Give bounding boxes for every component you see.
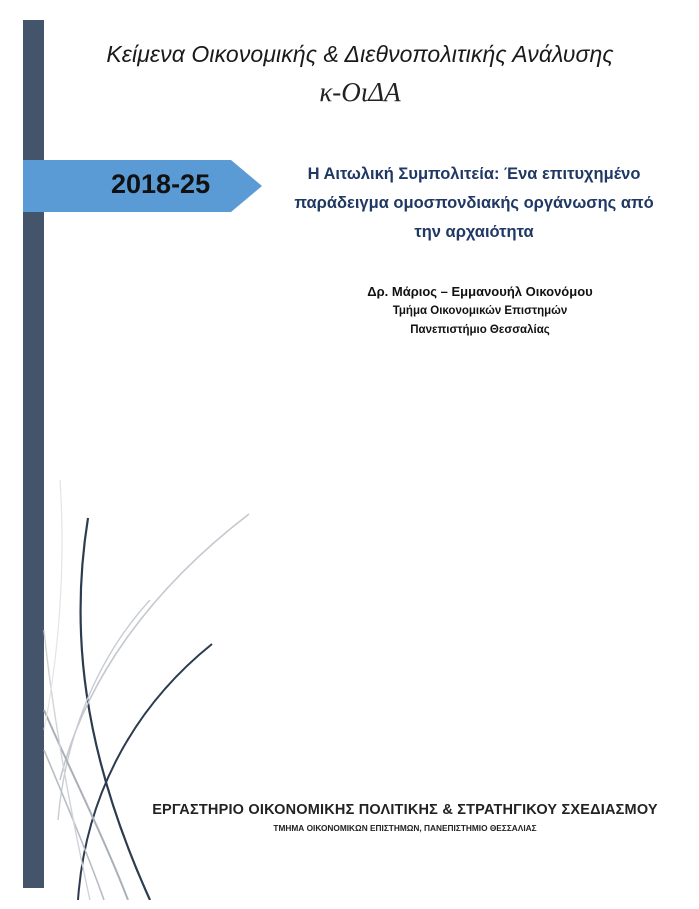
author-department: Τμήμα Οικονομικών Επιστημών: [392, 305, 568, 317]
paper-title: [268, 160, 680, 247]
author-university: Πανεπιστήμιο Θεσσαλίας: [410, 324, 550, 336]
series-title: Κείμενα Οικονομικής & Διεθνοπολιτικής Ανάλυσης: [106, 41, 614, 67]
decorative-curves: [0, 480, 300, 900]
paper-title-line-2: παράδειγμα ομοσπονδιακής οργάνωσης από: [294, 194, 654, 212]
issue-number-banner: [23, 160, 262, 212]
series-abbreviation: κ-ΟιΔΑ: [319, 77, 401, 107]
footer-affiliation: ΤΜΗΜΑ ΟΙΚΟΝΟΜΙΚΩΝ ΕΠΙΣΤΗΜΩΝ, ΠΑΝΕΠΙΣΤΗΜΙΟ ΘΕΣΣΑΛΙΑΣ: [273, 823, 537, 833]
footer-lab-name: ΕΡΓΑΣΤΗΡΙΟ ΟΙΚΟΝΟΜΙΚΗΣ ΠΟΛΙΤΙΚΗΣ & ΣΤΡΑΤΗΓΙΚΟΥ ΣΧΕΔΙΑΣΜΟΥ: [152, 802, 658, 818]
paper-title-line-3: την αρχαιότητα: [414, 223, 534, 241]
footer: [90, 802, 699, 833]
paper-title-line-1: Η Αιτωλική Συμπολιτεία: Ένα επιτυχημένο: [307, 165, 641, 183]
issue-number: 2018-25: [111, 169, 211, 199]
author-block: [300, 282, 660, 340]
author-name: Δρ. Μάριος – Εμμανουήλ Οικονόμου: [367, 284, 593, 299]
